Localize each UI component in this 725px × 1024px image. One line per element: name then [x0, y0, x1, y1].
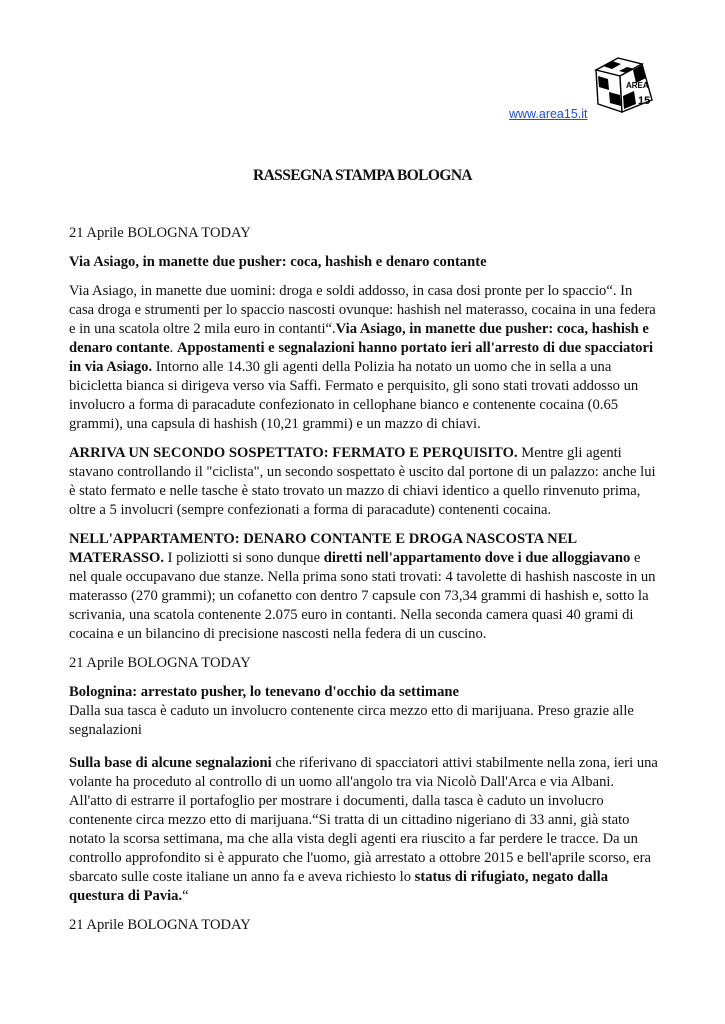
- dateline-2: 21 Aprile BOLOGNA TODAY: [69, 655, 251, 671]
- dateline-3: 21 Aprile BOLOGNA TODAY: [69, 917, 251, 933]
- svg-text:15: 15: [638, 95, 651, 107]
- area15-logo: [592, 56, 660, 116]
- dateline-1: 21 Aprile BOLOGNA TODAY: [69, 225, 251, 241]
- headline-1: Via Asiago, in manette due pusher: coca, hashish e denaro contante: [69, 254, 487, 270]
- svg-text:AREA: AREA: [626, 81, 649, 90]
- website-link[interactable]: www.area15.it: [509, 107, 588, 121]
- headline-2: Bolognina: arrestato pusher, lo tenevano d'occhio da settimane Dalla sua tasca è caduto un involucro contenente circa mezzo etto di marijuana. Preso grazie alle segnalazioni: [69, 684, 634, 738]
- page-title: RASSEGNA STAMPA BOLOGNA: [252, 167, 473, 184]
- paragraph-2-1: Sulla base di alcune segnalazioni che riferivano di spacciatori attivi stabilmente nella zona, ieri una volante ha proceduto al controllo di un uomo all'angolo tra via Nicolò Dall'Arca e via Albani. All'atto di estrarre il portafoglio per mostrare i documenti, dalla tasca è caduto un involucro contenente circa mezzo etto di marijuana.“Si tratta di un cittadino nigeriano di 33 anni, già stato notato la scorsa settimana, ma che alla vista degli agenti era riuscito a far perdere le tracce. Da un controllo approfondito si è appurato che l'uomo, già arrestato a ottobre 2015 e bell'aprile scorso, era sbarcato sulle coste italiane un anno fa e aveva richiesto lo status di rifugiato, negato dalla questura di Pavia.“: [69, 755, 658, 904]
- paragraph-1-3: NELL'APPARTAMENTO: DENARO CONTANTE E DROGA NASCOSTA NEL MATERASSO. I poliziotti si sono dunque diretti nell'appartamento dove i due alloggiavano e nel quale occupavano due stanze. Nella prima sono stati trovati: 4 tavolette di hashish nascoste in un materasso (270 grammi); un cofanetto con dentro 7 capsule con 73,34 grammi di hashish e, sotto la scrivania, una scatola contenente 2.075 euro in contanti. Nella seconda camera quasi 40 grami di cocaina e un bilancino di precisione nascosti nella federa di un cuscino.: [69, 531, 656, 642]
- paragraph-1-2: ARRIVA UN SECONDO SOSPETTATO: FERMATO E PERQUISITO. Mentre gli agenti stavano controllando il "ciclista", un secondo sospettato è uscito dal portone di un palazzo: anche lui è stato fermato e nelle tasche è stato trovato un mazzo di chiavi identico a quello rinvenuto prima, oltre a 5 involucri (sempre confezionati a forma di paracadute) contenenti cocaina.: [69, 445, 656, 518]
- paragraph-1-1: Via Asiago, in manette due uomini: droga e soldi addosso, in casa dosi pronte per lo spaccio“. In casa droga e strumenti per lo spaccio nascosti ovunque: hashish nel materasso, cocaina in una federa e in una scatola oltre 2 mila euro in contanti“.Via Asiago, in manette due pusher: coca, hashish e denaro contante. Appostamenti e segnalazioni hanno portato ieri all'arresto di due spacciatori in via Asiago. Intorno alle 14.30 gli agenti della Polizia ha notato un uomo che in sella a una bicicletta bianca si dirigeva verso via Saffi. Fermato e perquisito, gli sono stati trovati addosso un involucro a forma di paracadute confezionato in cellophane bianco e contenente cocaina (0.65 grammi), una capsula di hashish (10,21 grammi) e un mazzo di chiavi.: [69, 283, 656, 432]
- article-body: [69, 224, 659, 945]
